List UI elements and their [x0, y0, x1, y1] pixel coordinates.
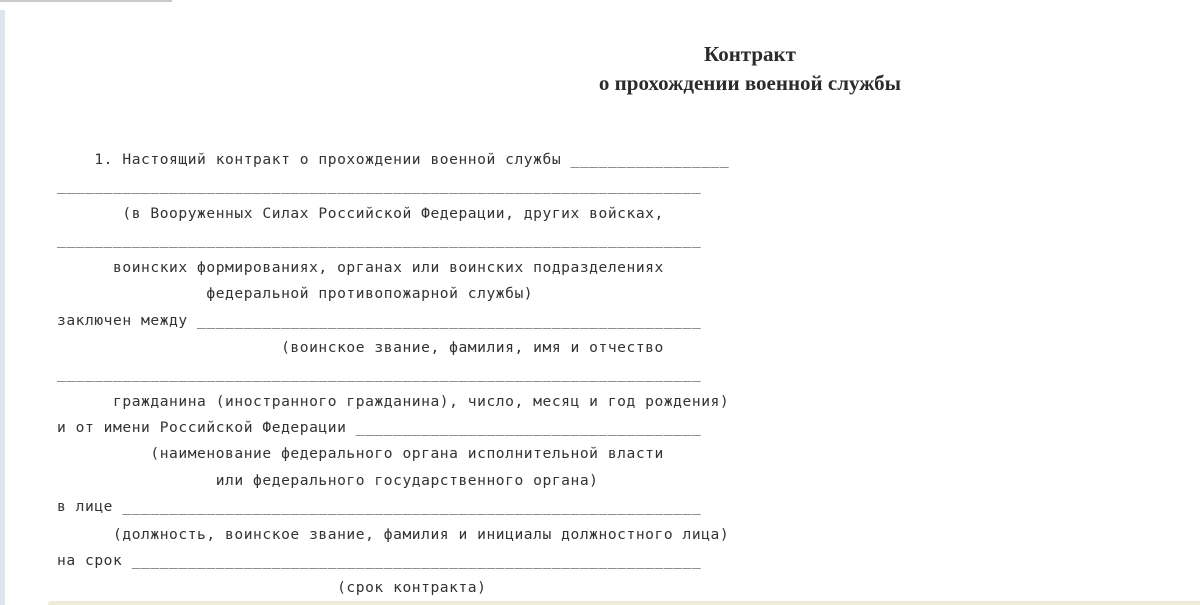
represented-by-line: в лице ______________________________________________________________ — [57, 498, 702, 515]
hint-state-body: или федерального государственного органа) — [57, 472, 599, 489]
hint-rank-name: (воинское звание, фамилия, имя и отчество — [57, 339, 664, 356]
hint-fire-service: федеральной противопожарной службы) — [57, 285, 534, 302]
hint-citizen-birthdate: гражданина (иностранного гражданина), число, месяц и год рождения) — [57, 393, 730, 410]
hint-federal-body: (наименование федерального органа исполнительной власти — [57, 445, 664, 462]
term-line: на срок _____________________________________________________________ — [57, 552, 702, 569]
document-subtitle: о прохождении военной службы — [598, 71, 902, 95]
concluded-between-line: заключен между ______________________________________________________ — [57, 312, 702, 329]
hint-official-position: (должность, воинское звание, фамилия и инициалы должностного лица) — [57, 526, 730, 543]
next-section-box — [48, 601, 1200, 605]
hint-military-formations: воинских формированиях, органах или воинских подразделениях — [57, 259, 664, 276]
hint-contract-term: (срок контракта) — [57, 579, 487, 596]
blank-field-line: _____________________________________________________________________ — [57, 177, 702, 194]
hint-armed-forces: (в Вооруженных Силах Российской Федерации, других войсках, — [57, 205, 664, 222]
on-behalf-of-rf-line: и от имени Российской Федерации _____________________________________ — [57, 419, 702, 436]
document-title: Контракт — [704, 42, 796, 66]
clause-1-intro: 1. Настоящий контракт о прохождении военной службы _________________ — [57, 151, 730, 168]
blank-field-line: _____________________________________________________________________ — [57, 231, 702, 248]
blank-field-line: _____________________________________________________________________ — [57, 365, 702, 382]
